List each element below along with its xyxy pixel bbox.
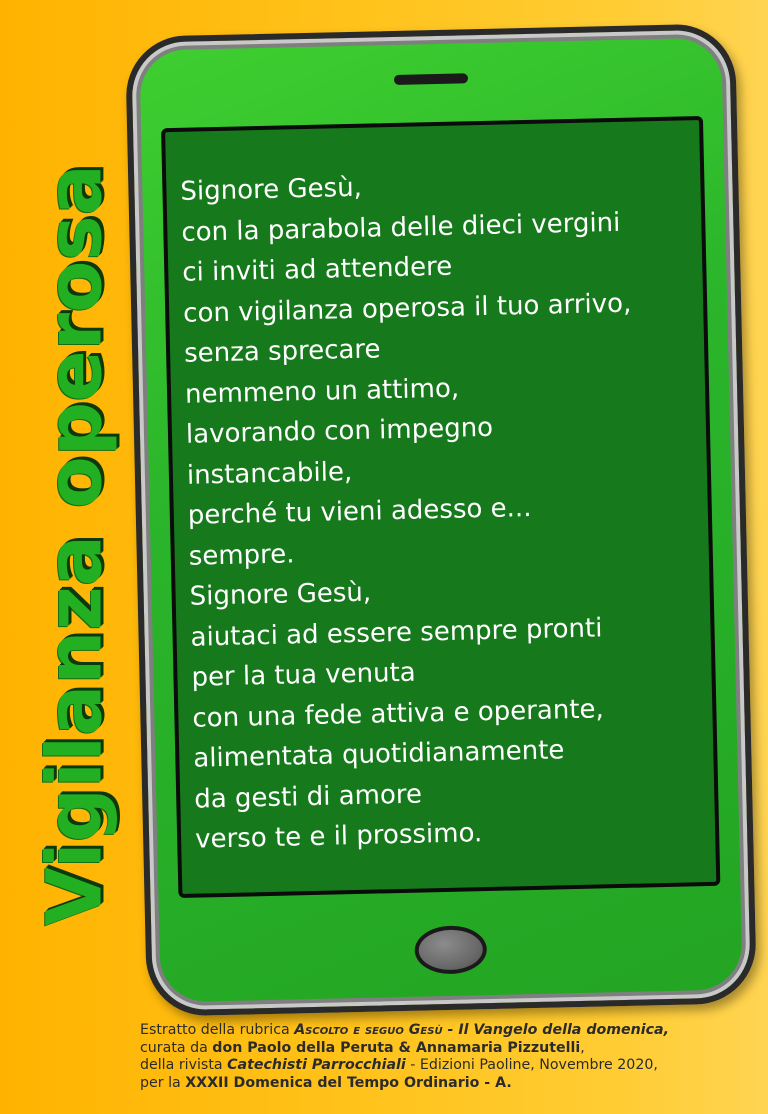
credits-line-2: curata da don Paolo della Peruta & Annamaria Pizzutelli,	[140, 1039, 585, 1056]
authors: don Paolo della Peruta & Annamaria Pizzutelli	[212, 1039, 581, 1056]
prayer-line: per la tua venuta	[191, 657, 417, 693]
credits	[140, 1022, 760, 1092]
page-title: Vigilanza operosa	[29, 164, 119, 926]
prayer-line: con la parabola delle dieci vergini	[181, 207, 621, 248]
prayer-line: sempre.	[188, 538, 295, 572]
credits-line-3: della rivista Catechisti Parrocchiali - Edizioni Paoline, Novembre 2020,	[140, 1057, 658, 1073]
prayer-line: da gesti di amore	[193, 779, 423, 815]
prayer-line: lavorando con impegno	[185, 412, 494, 450]
prayer-line: aiutaci ad essere sempre pronti	[190, 612, 603, 653]
speaker-slot-icon	[394, 73, 468, 85]
prayer-line: Signore Gesù,	[189, 577, 372, 612]
prayer-line: instancabile,	[186, 456, 353, 491]
phone-illustration	[125, 23, 757, 1017]
prayer-line: Signore Gesù,	[180, 172, 363, 207]
prayer-line: ci inviti ad attendere	[181, 251, 453, 288]
phone-screen	[161, 116, 720, 898]
sunday-name: XXXII Domenica del Tempo Ordinario - A.	[185, 1074, 512, 1091]
rubric-name: Ascolto e seguo Gesù	[294, 1022, 443, 1038]
magazine-name: Catechisti Parrocchiali	[227, 1057, 406, 1073]
prayer-line: con una fede attiva e operante,	[192, 693, 605, 734]
prayer-line: con vigilanza operosa il tuo arrivo,	[182, 288, 632, 329]
credits-line-1: Estratto della rubrica Ascolto e seguo Gesù - Il Vangelo della domenica,	[140, 1022, 669, 1038]
prayer-line: perché tu vieni adesso e...	[187, 492, 532, 531]
credits-line-4: per la XXXII Domenica del Tempo Ordinario - A.	[140, 1074, 512, 1091]
prayer-line: alimentata quotidianamente	[193, 735, 565, 774]
prayer-line: verso te e il prossimo.	[194, 818, 483, 855]
prayer-line: senza sprecare	[183, 334, 381, 369]
prayer-line: nemmeno un attimo,	[184, 373, 460, 410]
